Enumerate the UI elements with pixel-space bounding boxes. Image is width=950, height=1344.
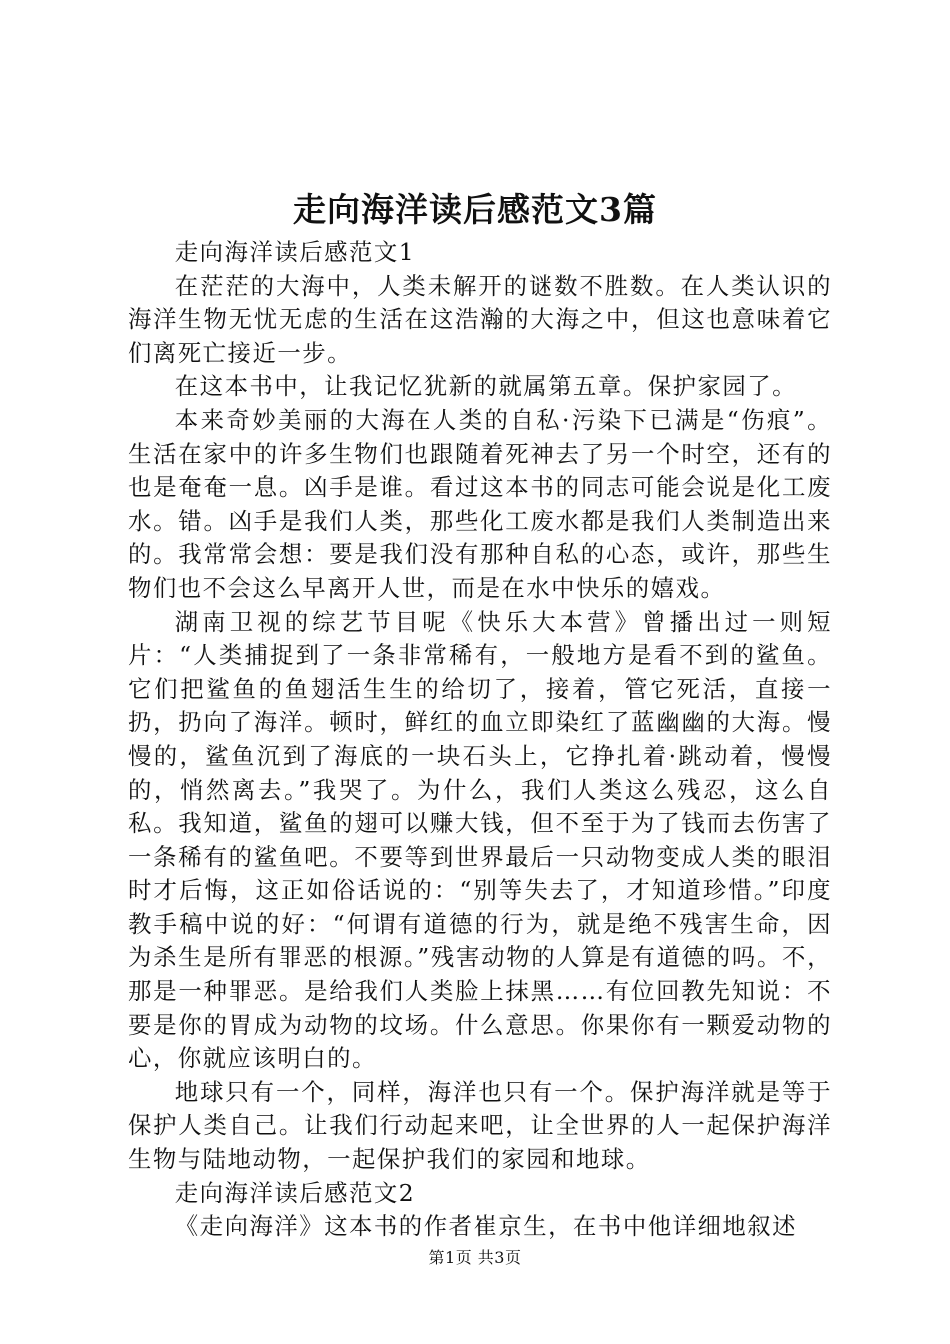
paragraph: 湖南卫视的综艺节目呢《快乐大本营》曾播出过一则短片：“人类捕捉到了一条非常稀有，一般地方是看不到的鲨鱼。它们把鲨鱼的鱼翅活生生的给切了，接着，管它死活，直接一扔，扔向了海洋。顿时，鲜红的血立即染红了蓝幽幽的大海。慢慢的，鲨鱼沉到了海底的一块石头上，它挣扎着·跳动着，慢慢的，悄然离去。”我哭了。为什么，我们人类这么残忍，这么自私。我知道，鲨鱼的翅可以赚大钱，但不至于为了钱而去伤害了一条稀有的鲨鱼吧。不要等到世界最后一只动物变成人类的眼泪时才后悔，这正如俗话说的：“别等失去了，才知道珍惜。”印度教手稿中说的好：“何谓有道德的行为，就是绝不残害生命，因为杀生是所有罪恶的根源。”残害动物的人算是有道德的吗。不，那是一种罪恶。是给我们人类脸上抹黑……有位回教先知说：不要是你的胃成为动物的坟场。什么意思。你果你有一颗爱动物的心，你就应该明白的。 [128,607,832,1073]
paragraph: 地球只有一个，同样，海洋也只有一个。保护海洋就是等于保护人类自己。让我们行动起来吧，让全世界的人一起保护海洋生物与陆地动物，一起保护我们的家园和地球。 [128,1077,832,1174]
document-title: 走向海洋读后感范文3篇 [293,190,657,229]
page-footer: 第1页 共3页 [428,1248,522,1267]
document-body [128,236,832,1244]
paragraph: 《走向海洋》这本书的作者崔京生，在书中他详细地叙述 [174,1212,798,1241]
section-heading-2: 走向海洋读后感范文2 [174,1178,416,1207]
paragraph: 在这本书中，让我记忆犹新的就属第五章。保护家园了。 [174,372,798,401]
paragraph: 本来奇妙美丽的大海在人类的自私·污染下已满是“伤痕”。生活在家中的许多生物们也跟随着死神去了另一个时空，还有的也是奄奄一息。凶手是谁。看过这本书的同志可能会说是化工废水。错。凶手是我们人类，那些化工废水都是我们人类制造出来的。我常常会想：要是我们没有那种自私的心态，或许，那些生物们也不会这么早离开人世，而是在水中快乐的嬉戏。 [128,405,832,602]
paragraph: 在茫茫的大海中，人类未解开的谜数不胜数。在人类认识的海洋生物无忧无虑的生活在这浩瀚的大海之中，但这也意味着它们离死亡接近一步。 [128,271,832,367]
section-heading-1: 走向海洋读后感范文1 [174,238,416,266]
